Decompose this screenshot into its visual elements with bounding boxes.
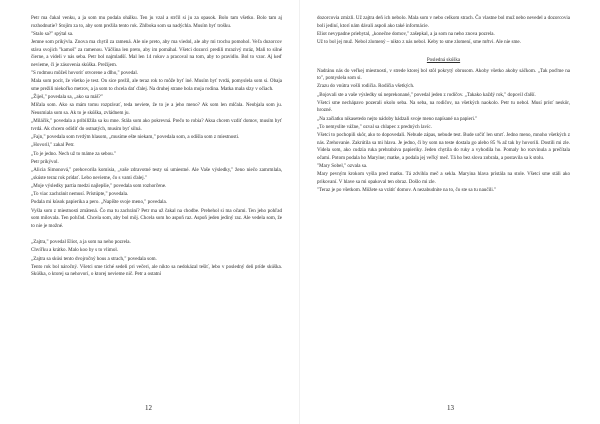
paragraph: Eliot nevypadne priebytal, „konečne domov," zašepkal, a ja som na neho znova pozrela. — [317, 30, 495, 37]
paragraph: Všetci sme nechápavo pozerali okolo seba. Na seba, na rodičov, na všetkých naokolo. Petr tu nebol. Musí prísť neskôr, hrozné. — [317, 99, 570, 114]
paragraph: "S rodmou môžeš hovoriť otvorene a dlho," povedal. — [31, 70, 139, 77]
paragraph: „To viac zachránit nemusí. Prístúpte," povedala. — [31, 191, 129, 198]
chapter-heading: Posledná skúška — [426, 56, 461, 63]
paragraph: Zrazu do vnútra vošli rodičia. Rodičia všetkých. — [317, 83, 415, 90]
paragraph: "Stalo sa?" spýtal sa. — [31, 30, 74, 37]
paragraph: Mala som pocit, že všetko je test. On sice prežil, ale teraz rok to môže byť iné. Musím byť tvrdá, pomyslela som si. Obaja sme prežili niekoľko metrov, a ja som to chcela dať ďalej. Na druhej strane bola moja rodina. Matka mala slzy v očiach. — [31, 78, 282, 92]
paragraph: „Miláčik," povedala a pribilížila sa ku mne. Stála som ako pokrevná. Prečo to robia? Aksa chcem vzdiť domov, musím byť tvrdá. Ak chcem odídiť do ostnatých, musím byť silná. — [31, 118, 282, 132]
paragraph: Všetci to pochopili skôr, ako to dopovedali. Nebude zápas, nebude test. Bude určiť len smrť. Jedno meno, mnoho všetkých z nás. Zrehovanie. Zakrútila sa mi hlava. Je jedno, či by som na teste dostala go alebo 85 % až tak by hovorili. Dostili mi zle. Videla som, ako cudzia ruka prehrabáva papieriky. Jeden chytila do ruky a vyhodila ho. Pomaly ho rozvinula a prečítala očami. Potom podala ho Maryine; matke, a podala jej veľký meč. Tá ho bez slova zobrala, a postavila sa k stolu. — [317, 132, 570, 161]
paragraph: „Fajn," povedala som tvrdým hlasom, „musíme ešte niekam," povedala som, a odišla som z miestnosti. — [31, 134, 240, 141]
left-page-number: 12 — [145, 404, 152, 412]
paragraph — [31, 231, 282, 239]
paragraph: Už to bol jej muž. Nebol zlomený – nikto z nás nebol. Keby to sme zlomení, sme mŕtvi. Ale nie sme. — [317, 39, 521, 46]
paragraph: „Zajtra sa skúsi tento dvojročný hous a strach," povedala som. — [31, 255, 157, 262]
paragraph: Chvíľku a krátko. Malo koo by s to vlimol. — [31, 247, 119, 254]
paragraph: Jemne som prikývla. Znova ma chytil za ramená. Ale nie preto, aby ma viedol, ale aby mi trochu pomohol. Veľa dozorcov stáva svojich "kamoš" za ramenou. Väčšina len preto, aby im pomáhal. Všetci dozorci predili mrazivý mráz, Mali to silné čierne, a videli v nás seba. Petr bol najmladší. Mal len 14 rokov a pracoval na tom, aby to pravidlo. Bol to vzor. Aj keď nevieme, či je zásovenia skúška. Prežijem. — [31, 39, 282, 68]
right-page — [300, 0, 600, 424]
paragraph: „To nemyslite vážne," ozval sa chlapec z predných lavíc. — [317, 123, 432, 130]
paragraph: Tento rok bol náročný. Všetci sme tiché sedeli pri večeri, ale nikto sa nedokázal tešiť, lebo v posledný deň príde skúška. Skúška, o ktorej sa nehovorí, o ktorej nevieme nič. Petr a ostatní — [31, 263, 282, 278]
right-page-number: 13 — [447, 404, 454, 412]
paragraph: Podala mi kúsok papierika a pero. „Napíšte svoje meno," povedala. — [31, 199, 168, 206]
paragraph: „Na začiatku nikasetedo nejto nádoby hádzali svoje meno napísané na papieri." — [317, 115, 478, 122]
paragraph: "Mary Sobel," ozvala sa. — [317, 163, 368, 170]
paragraph: Vyšla som z miestnosti zmätená. Čo ma tu zachrání? Petr ma už čakal na chodbe. Prehehol si ma očami. Ten jeho pohľad som milovala. Ten pohľad. Chcela som, aby bol môj. Chcela som ho aspoň raz. Aspoň jeden jediný raz. Ale vedela som, že to nie je možné. — [31, 207, 282, 229]
paragraph: „Moje výsledky partia medzi najlepšie," povedala som rozhorčene. — [31, 182, 167, 189]
paragraph: „Zajtra," povedal Eliot, a ja som na neho pozrela. — [31, 239, 131, 246]
paragraph: „Žiješ," povedala sa, „ako sa máš?" — [31, 94, 103, 101]
right-page-text — [317, 15, 570, 195]
paragraph: Petr prikývol. — [31, 158, 59, 165]
paragraph: "Teraz je po všetkom. Môžete sa vrátiť domov. A nezabudnite na to, čo ste sa tu naučili." — [317, 187, 497, 194]
paragraph: dozorcovia zmizli. Už zajtra deň ich nebolo. Mala som v nebo celkom strach. Čo vlastne bol muž nebo nevedel a dozorcovia boli jediní, ktorí nám dávali aspoň ako také informácie. — [317, 15, 570, 29]
paragraph: Mlčala som. Ako sa mám tomu rozprávať, teda neviete, že to je a jeho meno? Ak som len mlčala. Neobjala som ju. Neusmiala som sa. Ak to je skúška, zvládnem ju. — [31, 102, 282, 117]
paragraph: „Alicia Simonová," prehovorila komisia, „vaše zdravotné testy sú umiestné. Ale Vaše výsledky," ženo niečo zamrmlala, „skúste teraz rok prídať. Lebo nevieme, čo s vami ďalej." — [31, 167, 282, 181]
paragraph: Mary pevným krokom vyšla pred matku. Tá zdvihla meč a sekla. Maryina hlava prístála na stole. Všetci sme stáli ako prikovaní. V hlave sa mi opakoval ten obraz. Došlo mi zle. — [317, 171, 570, 186]
paragraph: „Hovoril," zakal Petr. — [31, 142, 75, 149]
paragraph: Petr ma čakal venku, a ja som mu podala ohálku. Ten ju vzal a strčil si ju za opasok. Bolo tam všetko. Bolo tam aj rozhodnutie? Stojím za to, aby som prežila tento rok. Zhlboka som sa nadýchla. Musím byť trošku. — [31, 15, 282, 29]
paragraph — [317, 47, 570, 55]
paragraph: „Bojovali ste a vaše výsledky sú neprekonané," povedal jeden z rodičov. „Takako každý rok," dopovil ďalší. — [317, 91, 536, 98]
paragraph: Nadránu nás do veľkej miestnosti, v strede ktorej bol stôl pokrytý obrusom. Akoby všetko akoby sáčkom. „Tak poďme na to", pomyslela som si. — [317, 67, 570, 82]
paragraph: „To je jedno. Nech už to máme za sebou." — [31, 150, 116, 157]
left-page-text — [31, 15, 282, 279]
